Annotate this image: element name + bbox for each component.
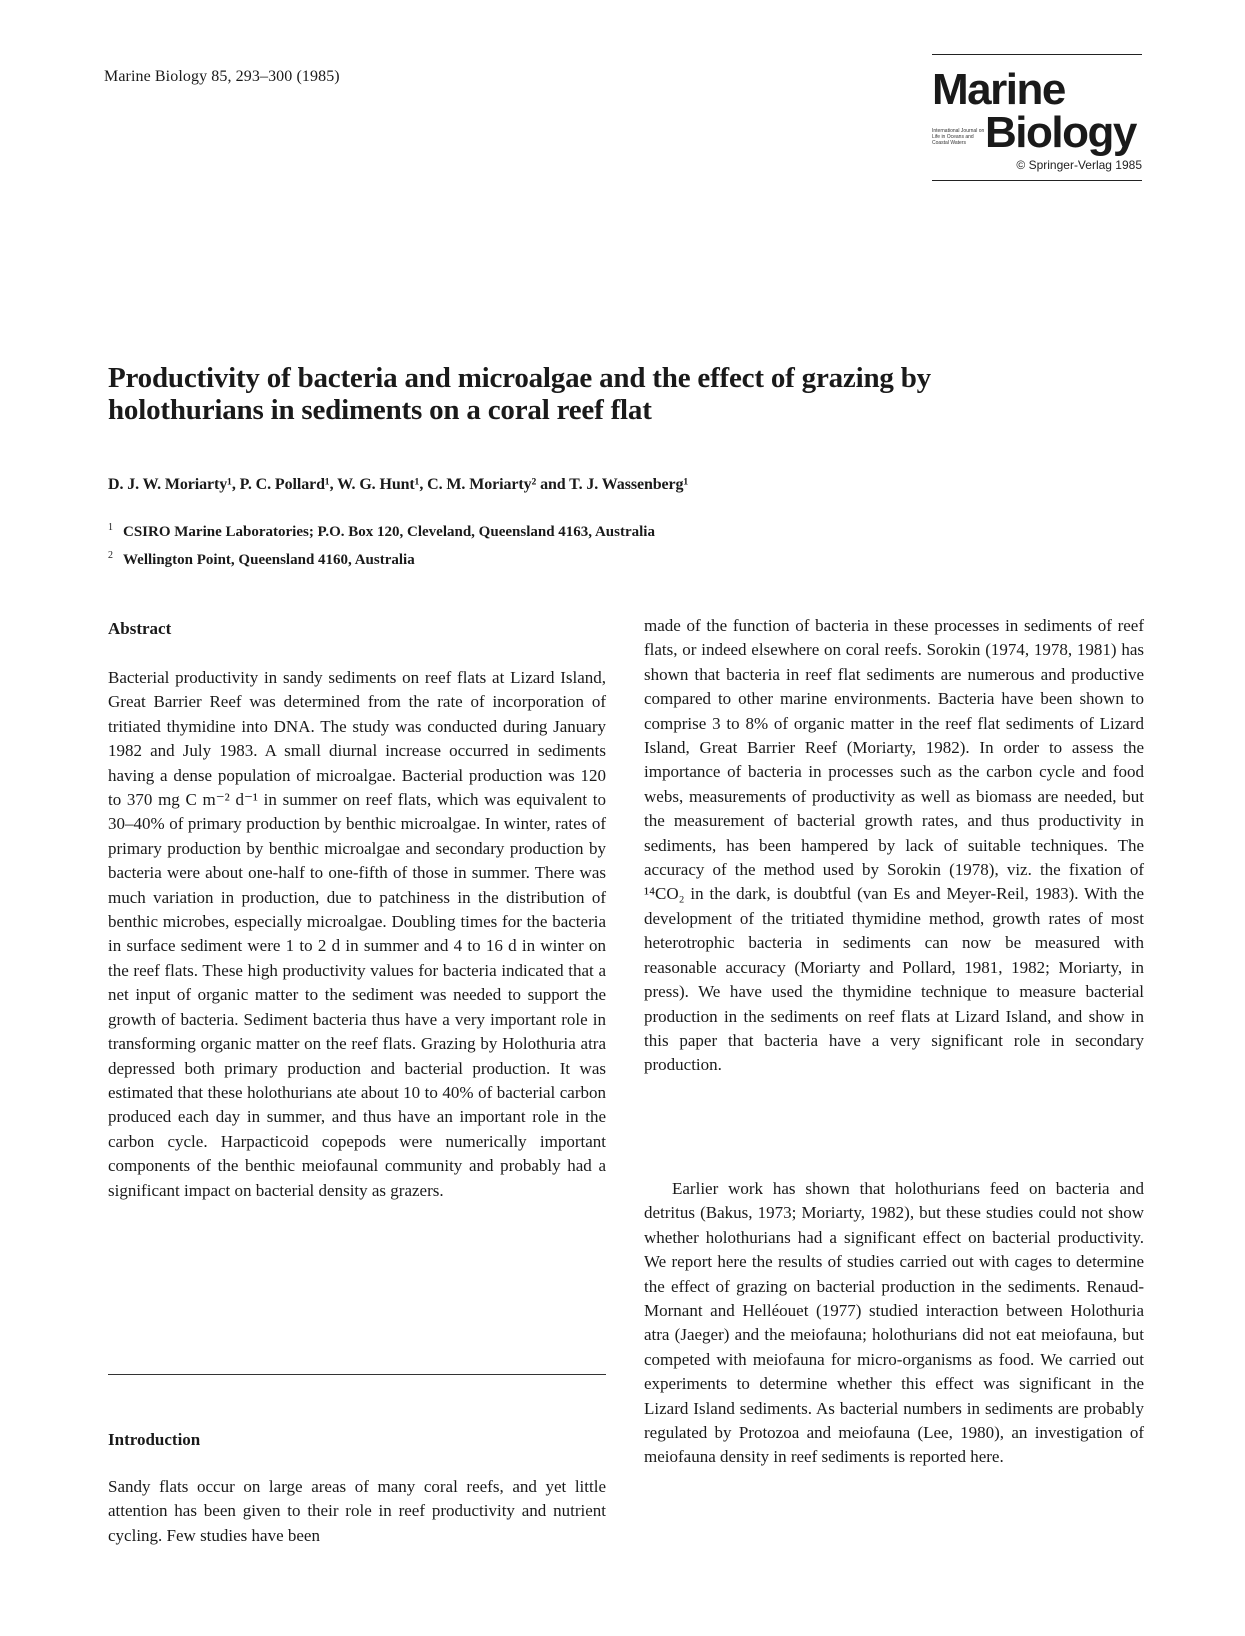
logo-tagline: International Journal on Life in Oceans and Coastal Waters <box>932 128 985 146</box>
introduction-heading: Introduction <box>108 1430 201 1449</box>
introduction-continued-paragraph-1: made of the function of bacteria in these processes in sediments of reef flats, or indeed elsewhere on coral reefs. Sorokin (1974, 1978, 1981) has shown that bacteria in reef flat sediments are numerous and productive compared to other marine environments. Bacteria have been shown to comprise 3 to 8% of organic matter in the reef flat sediments of Lizard Island, Great Barrier Reef (Moriarty, 1982). In order to assess the importance of bacteria in processes such as the carbon cycle and food webs, measurements of productivity as well as biomass are needed, but the measurement of bacterial growth rates, and thus productivity in sediments, has been hampered by lack of suitable techniques. The accuracy of the method used by Sorokin (1978), viz. the fixation of ¹⁴CO₂ in the dark, is doubtful (van Es and Meyer-Reil, 1983). With the development of the tritiated thymidine method, growth rates of most heterotrophic bacteria in sediments can now be measured with reasonable accuracy (Moriarty and Pollard, 1981, 1982; Moriarty, in press). We have used the thymidine technique to measure bacterial production in the sediments on reef flats at Lizard Island, and show in this paper that bacteria have a very significant role in secondary production. <box>644 616 1144 1075</box>
author-list: D. J. W. Moriarty¹, P. C. Pollard¹, W. G. Hunt¹, C. M. Moriarty² and T. J. Wassenberg¹ <box>108 476 689 493</box>
affiliation-text: CSIRO Marine Laboratories; P.O. Box 120, Cleveland, Queensland 4163, Australia <box>123 524 655 540</box>
introduction-continued-paragraph-2: Earlier work has shown that holothurians feed on bacteria and detritus (Bakus, 1973; Moriarty, 1982), but these studies could not show whether holothurians had a significant effect on bacterial productivity. We report here the results of studies carried out with cages to determine the effect of grazing on bacterial production in the sediments. Renaud-Mornant and Helléouet (1977) studied interaction between Holothuria atra (Jaeger) and the meiofauna; holothurians did not eat meiofauna, but competed with meiofauna for micro-organisms as food. We carried out experiments to determine whether this effect was significant in the Lizard Island sediments. As bacterial numbers in sediments are probably regulated by Protozoa and meiofauna (Lee, 1980), an investigation of meiofauna density in reef sediments is reported here. <box>644 1179 1144 1467</box>
logo-word-biology: Biology <box>985 108 1136 157</box>
abstract-heading: Abstract <box>108 619 172 638</box>
journal-logo <box>932 54 1142 186</box>
introduction-text: Sandy flats occur on large areas of many coral reefs, and yet little attention has been given to their role in reef productivity and nutrient cycling. Few studies have been <box>108 1477 606 1545</box>
section-divider <box>108 1374 606 1375</box>
affiliation-1 <box>108 522 655 541</box>
logo-top-rule <box>932 54 1142 55</box>
affiliation-2 <box>108 550 415 569</box>
abstract-text: Bacterial productivity in sandy sediments on reef flats at Lizard Island, Great Barrier Reef was determined from the rate of incorporation of tritiated thymidine into DNA. The study was conducted during January 1982 and July 1983. A small diurnal increase occurred in sediments having a dense population of microalgae. Bacterial production was 120 to 370 mg C m⁻² d⁻¹ in summer on reef flats, which was equivalent to 30–40% of primary production by benthic microalgae. In winter, rates of primary production by benthic microalgae and secondary production by bacteria were about one-half to one-fifth of those in summer. There was much variation in production, due to patchiness in the distribution of benthic microbes, especially microalgae. Doubling times for the bacteria in surface sediment were 1 to 2 d in summer and 4 to 16 d in winter on the reef flats. These high productivity values for bacteria indicated that a net input of organic matter to the sediment was needed to support the growth of bacteria. Sediment bacteria thus have a very important role in transforming organic matter on the reef flats. Grazing by Holothuria atra depressed both primary production and bacterial production. It was estimated that these holothurians ate about 10 to 40% of bacterial carbon produced each day in summer, and thus have an important role in the carbon cycle. Harpacticoid copepods were numerically important components of the benthic meiofaunal community and probably had a significant impact on bacterial density as grazers. <box>108 668 606 1200</box>
article-title: Productivity of bacteria and microalgae and the effect of grazing by holothurians in sediments on a coral reef flat <box>108 362 931 426</box>
logo-bottom-rule <box>932 180 1142 181</box>
affiliation-text: Wellington Point, Queensland 4160, Australia <box>123 552 415 568</box>
affiliation-marker: 1 <box>108 522 113 533</box>
affiliation-marker: 2 <box>108 550 113 561</box>
logo-word-marine: Marine <box>932 65 1065 114</box>
copyright-notice: © Springer-Verlag 1985 <box>1016 158 1142 172</box>
journal-citation: Marine Biology 85, 293–300 (1985) <box>104 68 340 85</box>
